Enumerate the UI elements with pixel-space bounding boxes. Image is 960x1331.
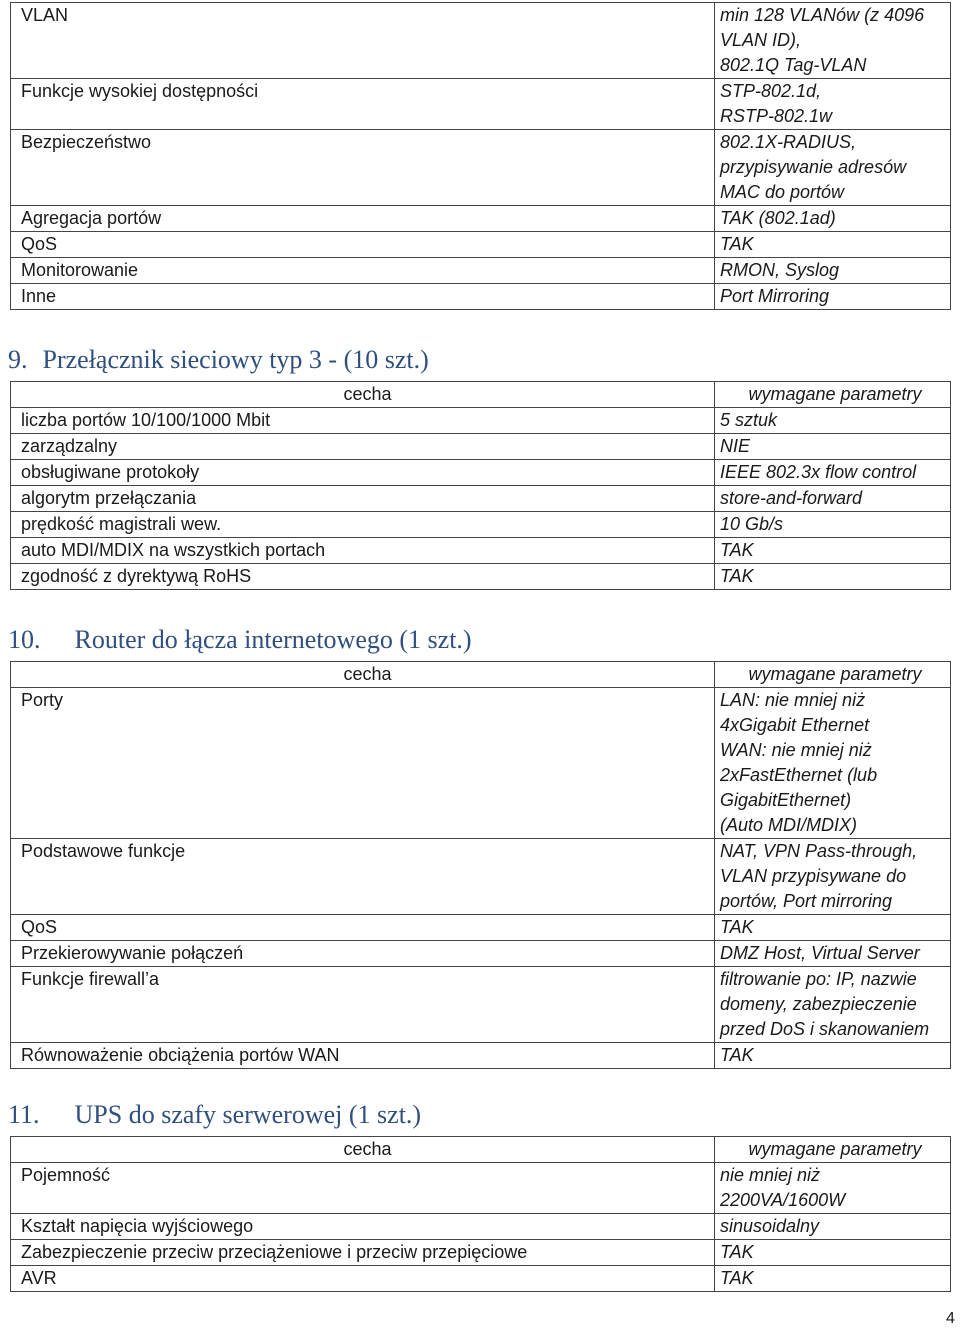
requirement-text: TAK [720,1268,754,1288]
table-row [11,130,951,206]
spec-table-body [11,382,951,590]
section-title: Router do łącza internetowego (1 szt.) [74,625,472,654]
table-row [11,460,951,486]
requirement-text: min 128 VLANów (z 4096 [720,5,925,25]
requirement-cell [715,941,951,967]
table-row [11,564,951,590]
requirement-text: przypisywanie adresów [720,157,907,177]
requirement-text: RSTP-802.1w [720,106,833,126]
requirement-cell [715,1043,951,1069]
feature-text: liczba portów 10/100/1000 Mbit [21,410,271,430]
requirement-cell [715,486,951,512]
feature-text: Zabezpieczenie przeciw przeciążeniowe i przeciw przepięciowe [21,1242,528,1262]
table-row [11,408,951,434]
feature-text: VLAN [21,5,69,25]
spec-table-ups [10,1136,951,1292]
requirement-text: MAC do portów [720,182,845,202]
feature-cell [11,1214,715,1240]
requirement-text: sinusoidalny [720,1216,820,1236]
feature-cell [11,284,715,310]
column-header-requirement [715,382,951,408]
feature-text: Kształt napięcia wyjściowego [21,1216,254,1236]
feature-text: Funkcje wysokiej dostępności [21,81,259,101]
requirement-cell [715,839,951,915]
column-header-requirement [715,662,951,688]
requirement-text: TAK [720,566,754,586]
requirement-text: 10 Gb/s [720,514,784,534]
requirement-cell [715,1240,951,1266]
requirement-text: RMON, Syslog [720,260,840,280]
section-heading-11 [8,1100,421,1130]
feature-text: Równoważenie obciążenia portów WAN [21,1045,340,1065]
feature-text: obsługiwane protokoły [21,462,200,482]
requirement-cell [715,258,951,284]
table-row [11,3,951,79]
requirement-text: VLAN ID), [720,30,802,50]
requirement-text: domeny, zabezpieczenie [720,994,917,1014]
feature-cell [11,3,715,79]
spec-table-switch-continued [10,2,951,310]
column-header-text: wymagane parametry [748,664,922,684]
feature-cell [11,408,715,434]
table-row [11,284,951,310]
requirement-text: 4xGigabit Ethernet [720,715,870,735]
feature-cell [11,512,715,538]
table-row [11,941,951,967]
feature-cell [11,130,715,206]
feature-cell [11,1043,715,1069]
table-row [11,1240,951,1266]
table-row [11,1163,951,1214]
table-row [11,1214,951,1240]
section-title: UPS do szafy serwerowej (1 szt.) [74,1100,422,1129]
feature-cell [11,915,715,941]
requirement-text: WAN: nie mniej niż [720,740,872,760]
feature-cell [11,839,715,915]
feature-text: AVR [21,1268,57,1288]
requirement-text: IEEE 802.3x flow control [720,462,917,482]
requirement-text: TAK [720,1045,754,1065]
requirement-cell [715,79,951,130]
requirement-text: filtrowanie po: IP, nazwie [720,969,917,989]
feature-cell [11,538,715,564]
column-header-text: cecha [343,384,392,404]
table-row [11,538,951,564]
feature-text: Bezpieczeństwo [21,132,152,152]
requirement-cell [715,232,951,258]
feature-cell [11,434,715,460]
requirement-text: LAN: nie mniej niż [720,690,866,710]
requirement-text: STP-802.1d, [720,81,822,101]
requirement-cell [715,206,951,232]
requirement-text: portów, Port mirroring [720,891,893,911]
table-row [11,688,951,839]
requirement-cell [715,460,951,486]
table-row [11,206,951,232]
feature-text: zarządzalny [21,436,118,456]
page-number: 4 [946,1310,955,1327]
table-row [11,232,951,258]
requirement-cell [715,3,951,79]
table-row [11,1043,951,1069]
feature-text: Pojemność [21,1165,111,1185]
requirement-cell [715,564,951,590]
feature-text: zgodność z dyrektywą RoHS [21,566,252,586]
feature-cell [11,258,715,284]
requirement-text: przed DoS i skanowaniem [720,1019,930,1039]
requirement-cell [715,967,951,1043]
requirement-text: nie mniej niż [720,1165,821,1185]
spec-table-body [11,3,951,310]
feature-cell [11,1266,715,1292]
feature-text: Inne [21,286,57,306]
requirement-text: Port Mirroring [720,286,830,306]
table-header-row [11,1137,951,1163]
table-header-row [11,382,951,408]
section-heading-10 [8,625,472,655]
feature-cell [11,460,715,486]
table-row [11,486,951,512]
requirement-cell [715,915,951,941]
section-number: 11. [8,1100,40,1129]
table-row [11,79,951,130]
table-row [11,512,951,538]
requirement-text: 802.1Q Tag-VLAN [720,55,867,75]
requirement-text: NIE [720,436,751,456]
feature-cell [11,206,715,232]
requirement-cell [715,1266,951,1292]
requirement-text: store-and-forward [720,488,863,508]
table-row [11,1266,951,1292]
feature-text: QoS [21,917,58,937]
requirement-text: 2xFastEthernet (lub [720,765,878,785]
column-header-feature [11,382,715,408]
feature-text: Podstawowe funkcje [21,841,186,861]
feature-cell [11,232,715,258]
feature-cell [11,564,715,590]
requirement-cell [715,688,951,839]
column-header-text: wymagane parametry [748,1139,922,1159]
feature-text: Przekierowywanie połączeń [21,943,244,963]
feature-cell [11,967,715,1043]
requirement-text: TAK [720,234,754,254]
requirement-text: TAK [720,917,754,937]
requirement-cell [715,538,951,564]
feature-cell [11,941,715,967]
feature-text: auto MDI/MDIX na wszystkich portach [21,540,326,560]
requirement-text: 5 sztuk [720,410,778,430]
requirement-cell [715,408,951,434]
requirement-cell [715,284,951,310]
spec-table-router [10,661,951,1069]
feature-text: Porty [21,690,64,710]
feature-cell [11,1240,715,1266]
feature-text: Agregacja portów [21,208,162,228]
requirement-cell [715,130,951,206]
requirement-text: 2200VA/1600W [720,1190,846,1210]
section-title: Przełącznik sieciowy typ 3 - (10 szt.) [42,345,429,374]
feature-text: QoS [21,234,58,254]
feature-text: algorytm przełączania [21,488,197,508]
feature-text: prędkość magistrali wew. [21,514,222,534]
section-number: 9. [8,345,28,374]
requirement-text: (Auto MDI/MDIX) [720,815,858,835]
requirement-text: TAK [720,540,754,560]
requirement-text: 802.1X-RADIUS, [720,132,857,152]
requirement-cell [715,1214,951,1240]
table-row [11,434,951,460]
feature-cell [11,688,715,839]
requirement-text: VLAN przypisywane do [720,866,907,886]
feature-cell [11,1163,715,1214]
feature-text: Monitorowanie [21,260,139,280]
table-row [11,839,951,915]
table-row [11,967,951,1043]
feature-cell [11,79,715,130]
column-header-requirement [715,1137,951,1163]
section-heading-9 [8,345,429,375]
spec-table-body [11,662,951,1069]
column-header-text: wymagane parametry [748,384,922,404]
column-header-text: cecha [343,1139,392,1159]
requirement-text: DMZ Host, Virtual Server [720,943,920,963]
column-header-feature [11,1137,715,1163]
section-number: 10. [8,625,41,654]
spec-table-switch-type3 [10,381,951,590]
table-row [11,915,951,941]
requirement-text: GigabitEthernet) [720,790,852,810]
column-header-feature [11,662,715,688]
table-header-row [11,662,951,688]
column-header-text: cecha [343,664,392,684]
requirement-text: TAK [720,1242,754,1262]
requirement-cell [715,512,951,538]
requirement-text: NAT, VPN Pass-through, [720,841,918,861]
requirement-cell [715,434,951,460]
feature-text: Funkcje firewall’a [21,969,160,989]
spec-table-body [11,1137,951,1292]
feature-cell [11,486,715,512]
table-row [11,258,951,284]
requirement-cell [715,1163,951,1214]
requirement-text: TAK (802.1ad) [720,208,836,228]
